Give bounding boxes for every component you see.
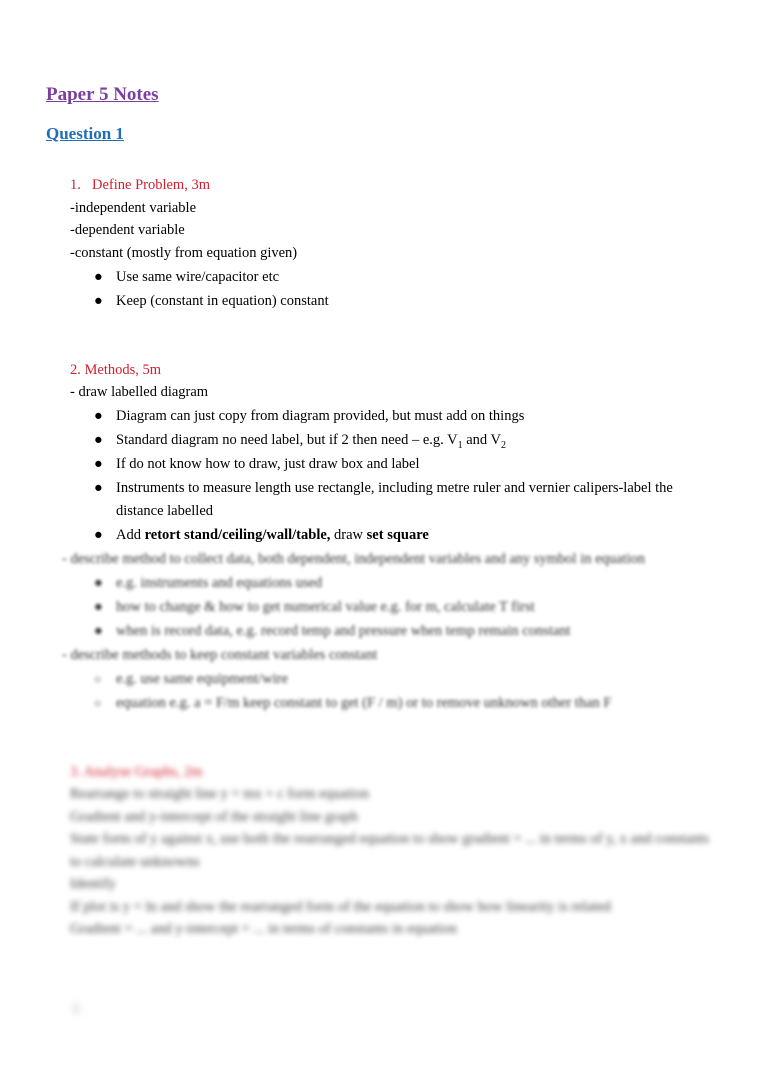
- bullet-icon: ●: [94, 432, 103, 448]
- bullet-icon: ●: [94, 622, 103, 639]
- list-item: [94, 290, 720, 313]
- bullet-icon: ●: [94, 408, 103, 424]
- document-title: Paper 5 Notes: [46, 84, 159, 105]
- list-item-text: e.g. instruments and equations used: [116, 574, 323, 591]
- bullet-text-part: Standard diagram no need label, but if 2 then need – e.g. V: [116, 432, 458, 448]
- list-item-text: If do not know how to draw, just draw box and label: [116, 456, 420, 472]
- list-item: [94, 596, 720, 619]
- question-heading: Question 1: [46, 124, 124, 143]
- list-item-text: how to change & how to get numerical value e.g. for m, calculate T first: [116, 598, 535, 615]
- bullet-icon: ●: [94, 268, 103, 285]
- bullet-text-part: draw: [330, 526, 367, 543]
- list-item-text: when is record data, e.g. record temp and pressure when temp remain constant: [116, 622, 571, 639]
- bullet-icon: ●: [94, 480, 103, 496]
- section2-bullet-list: [70, 405, 720, 546]
- page-number: 1: [72, 1002, 80, 1017]
- bullet-icon: ●: [94, 526, 103, 543]
- list-item: [94, 453, 720, 476]
- list-item: [94, 620, 720, 643]
- list-item-text: [116, 432, 506, 451]
- subscript: 2: [501, 439, 506, 451]
- section2-heading: 2. Methods, 5m: [70, 361, 162, 378]
- list-item: [94, 405, 720, 428]
- section1-number: 1.: [70, 177, 81, 193]
- list-item-text: Diagram can just copy from diagram provided, but must add on things: [116, 408, 525, 424]
- bullet-icon: ●: [94, 598, 103, 615]
- blurred-bullet-list: [70, 572, 720, 643]
- bullet-icon: ●: [94, 292, 103, 309]
- list-item: [94, 266, 720, 289]
- section3-heading: 3. Analyse Graphs, 2m: [70, 763, 203, 780]
- section3-line: Gradient = ... and y-intercept = ... in terms of constants in equation: [70, 921, 457, 937]
- bullet-text-part: Add: [116, 526, 145, 543]
- blurred-section3: [70, 761, 720, 941]
- list-item-text: Use same wire/capacitor etc: [116, 268, 280, 285]
- section3-line: State form of y against x, use both the rearranged equation to show gradient = ... in terms of y, x and constants to calculate unknowns: [70, 831, 710, 870]
- section1-line: -constant (mostly from equation given): [70, 244, 298, 261]
- circle-bullet-icon: ○: [94, 695, 102, 710]
- list-item: [94, 524, 720, 547]
- list-item: [94, 668, 720, 691]
- section3-line: If plot is y = ln and show the rearranged form of the equation to show how linearity is related: [70, 898, 611, 915]
- list-item-text: Instruments to measure length use rectangle, including metre ruler and vernier calipers-label the distance labelled: [116, 480, 673, 519]
- notes-content: [62, 174, 720, 941]
- bullet-icon: ●: [94, 456, 103, 472]
- list-item: [94, 429, 720, 452]
- list-item-text: Keep (constant in equation) constant: [116, 292, 329, 309]
- bold-text: retort stand/ceiling/wall/table,: [144, 526, 331, 543]
- list-item-text: [116, 527, 429, 543]
- blurred-section2-continuation: [62, 548, 720, 715]
- section1-line: -dependent variable: [70, 222, 185, 238]
- blurred-line: - describe methods to keep constant variables constant: [62, 646, 378, 663]
- blurred-circle-list: [70, 668, 720, 715]
- blurred-line: - describe method to collect data, both dependent, independent variables and any symbol in equation: [62, 550, 646, 567]
- bullet-icon: ●: [94, 574, 103, 591]
- section3-line: Identify: [70, 876, 116, 892]
- bullet-text-part: and V: [462, 432, 501, 448]
- section1-line: -independent variable: [70, 199, 197, 216]
- list-item: [94, 572, 720, 595]
- section3-line: Rearrange to straight line y = mx + c form equation: [70, 786, 370, 802]
- subscript: 1: [457, 439, 463, 451]
- section1-heading: [70, 174, 720, 197]
- section3-line: Gradient and y-intercept of the straight line graph: [70, 808, 358, 825]
- bold-text: set square: [366, 526, 429, 543]
- list-item-text: e.g. use same equipment/wire: [116, 670, 288, 687]
- list-item: [94, 692, 720, 715]
- section1-bullet-list: [70, 266, 720, 313]
- section2-intro: - draw labelled diagram: [70, 384, 209, 400]
- list-item: [94, 477, 720, 522]
- list-item-text: equation e.g. a = F/m keep constant to get (F / m) or to remove unknown other than F: [116, 694, 612, 711]
- section1-heading-text: Define Problem, 3m: [92, 177, 210, 193]
- circle-bullet-icon: ○: [94, 671, 102, 686]
